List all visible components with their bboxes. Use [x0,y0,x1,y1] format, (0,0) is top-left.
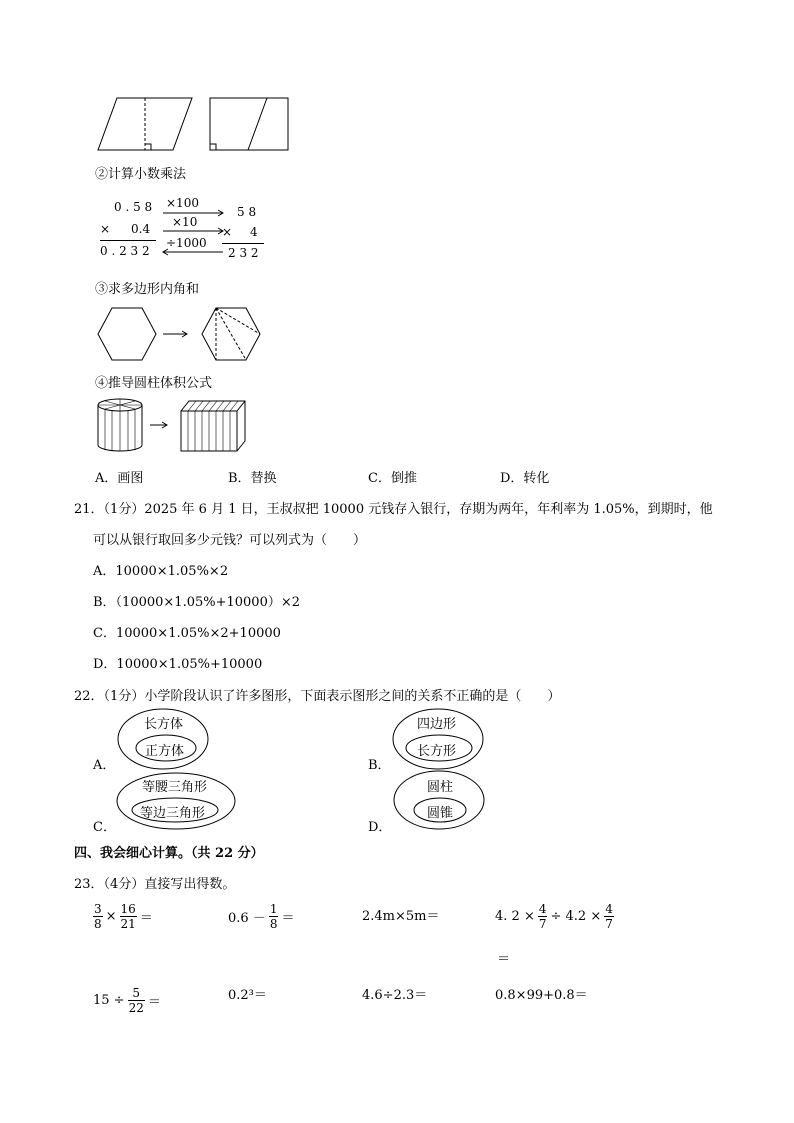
section-4-heading: 四、我会细心计算。（共 22 分） [74,846,264,861]
q21-option-b[interactable]: B．（10000×1.05%+10000）×2 [93,595,301,610]
q21-option-a[interactable]: A．10000×1.05%×2 [93,564,229,579]
calc-arrows [160,205,233,265]
q22-option-b-label[interactable]: B． [368,758,391,773]
expr-prefix: 15 ÷ [93,993,125,1008]
calc-arrow-label-3: ÷1000 [166,236,207,250]
q22-d-outer-text: 圆柱 [427,780,454,795]
q22-a-outer-text: 长方体 [144,717,184,732]
q23-expr-4-equals: ＝ [497,952,511,967]
q20-option-b[interactable]: B．替换 [228,471,277,486]
method-2-label: ②计算小数乘法 [95,167,187,182]
expr-middle: ÷ 4.2 × [550,909,602,924]
denominator: 7 [538,917,547,931]
calc-right-rule [222,243,264,244]
hexagon-division-figure [95,305,265,365]
q22-option-c-label[interactable]: C． [93,820,116,835]
numerator: 3 [94,902,102,916]
fraction [538,902,548,931]
q21-stem-line1: 21．（1分）2025 年 6 月 1 日，王叔叔把 10000 元钱存入银行，存期为两年，年利率为 1.05%，到期时，他 [74,502,713,517]
numerator: 16 [120,902,136,916]
q23-expr-2 [228,902,294,931]
denominator: 7 [605,917,613,931]
equals-sign: ＝ [147,995,161,1010]
numerator: 4 [538,902,547,916]
q23-expr-5 [93,986,161,1015]
calc-arrow-label-2: ×10 [172,215,198,229]
method-4-label: ④推导圆柱体积公式 [95,376,213,391]
q22-d-inner-text: 圆锥 [427,806,454,821]
calc-left-top: 0 . 5 8 [114,200,153,214]
calc-left-multiplier: 0.4 [131,222,151,236]
q23-expr-3: 2.4m×5m＝ [362,909,440,924]
calc-left-op: × [100,222,111,236]
q22-option-a-label[interactable]: A． [93,758,116,773]
calc-right-top: 5 8 [237,205,257,219]
expr-prefix: 0.6 － [228,911,266,926]
denominator: 8 [269,917,278,931]
calc-right-op: × [222,225,233,239]
numerator: 4 [605,902,613,916]
fraction [604,902,614,931]
calc-right-multiplier: 4 [250,225,258,239]
calc-left-result: 0 . 2 3 2 [100,244,150,258]
q22-option-d-label[interactable]: D． [368,820,392,835]
expr-prefix: 4. 2 × [495,909,535,924]
q23-stem: 23．（4分）直接写出得数。 [74,877,236,892]
fraction [269,902,279,931]
calc-left-rule [100,240,156,241]
denominator: 8 [94,917,102,931]
q23-expr-6: 0.2³＝ [228,988,267,1003]
q22-b-outer-text: 四边形 [417,717,457,732]
method-3-label: ③求多边形内角和 [95,282,200,297]
q21-option-c[interactable]: C．10000×1.05%×2+10000 [93,626,281,641]
q22-b-inner-text: 长方形 [417,744,457,759]
q20-option-d[interactable]: D．转化 [500,471,550,486]
q23-expr-7: 4.6÷2.3＝ [362,988,428,1003]
q20-option-a[interactable]: A．画图 [95,471,144,486]
numerator: 5 [132,986,141,1000]
q21-option-d[interactable]: D．10000×1.05%+10000 [93,657,263,672]
q23-expr-1 [93,902,153,931]
q20-option-c[interactable]: C．倒推 [368,471,417,486]
q22-c-inner-text: 等边三角形 [140,806,206,821]
cylinder-to-cuboid-figure [95,397,255,457]
q21-stem-line2: 可以从银行取回多少元钱？可以列式为（ ） [93,533,367,548]
q22-a-inner-text: 正方体 [145,744,185,759]
equals-sign: ＝ [281,911,295,926]
calc-right-result: 2 3 2 [228,246,259,260]
parallelogram-to-rectangle-figure [95,95,295,155]
equals-sign: ＝ [139,911,153,926]
calc-arrow-label-1: ×100 [166,196,199,210]
numerator: 1 [269,902,278,916]
q23-expr-4 [495,902,614,931]
denominator: 21 [120,917,136,931]
operator: × [105,909,117,924]
fraction [128,986,145,1015]
q23-expr-8: 0.8×99+0.8＝ [495,988,588,1003]
q22-c-outer-text: 等腰三角形 [142,780,208,795]
denominator: 22 [128,1001,144,1015]
fraction [120,902,137,931]
fraction [93,902,103,931]
q22-stem: 22．（1分）小学阶段认识了许多图形，下面表示图形之间的关系不正确的是（ ） [74,689,561,704]
